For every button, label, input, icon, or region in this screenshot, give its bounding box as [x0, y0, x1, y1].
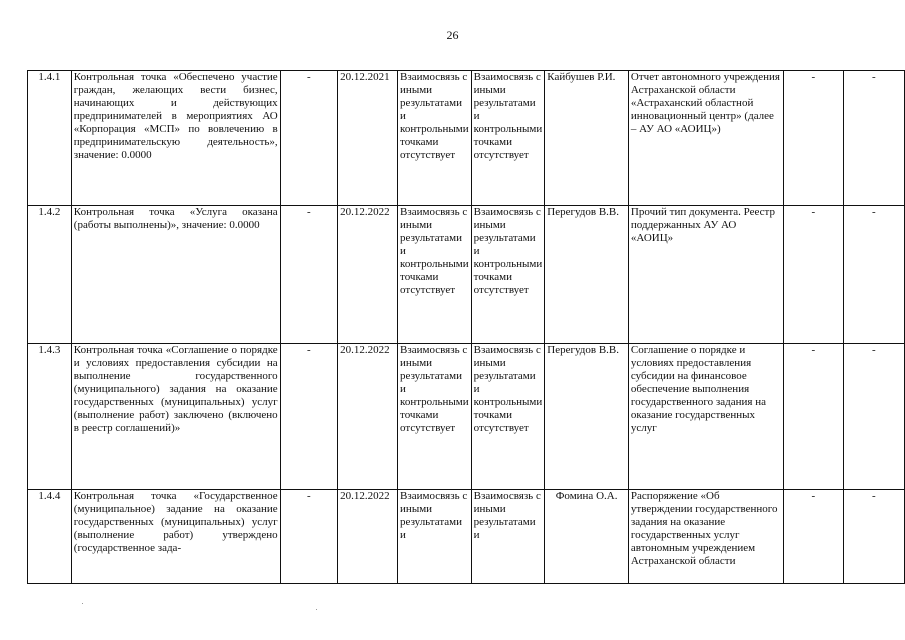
info-system-cell: -: [784, 206, 843, 344]
confirming-document: Прочий тип документа. Реестр поддержанных АУ АО «АОИЦ»: [628, 206, 783, 344]
page-number: 26: [446, 28, 459, 42]
base-value-cell: -: [280, 206, 337, 344]
successor-link-cell: Взаимосвязь с иными результатами и: [471, 490, 545, 584]
row-number: 1.4.4: [28, 490, 72, 584]
extra-cell: -: [843, 490, 904, 584]
control-point-name: Контрольная точка «Услуга оказана (работы выполнены)», значение: 0.0000: [71, 206, 280, 344]
predecessor-link-cell: Взаимосвязь с иными результатами и контрольными точками отсутствует: [398, 344, 472, 490]
successor-link-cell: Взаимосвязь с иными результатами и контрольными точками отсутствует: [471, 344, 545, 490]
responsible-person: Перегудов В.В.: [545, 344, 629, 490]
responsible-person: Фомина О.А.: [545, 490, 629, 584]
responsible-person: Кайбушев Р.И.: [545, 71, 629, 206]
control-point-name: Контрольная точка «Государственное (муниципальное) задание на оказание государственных (муниципальных) услуг (выполнение работ) утверждено (государственное зада-: [71, 490, 280, 584]
extra-cell: -: [843, 71, 904, 206]
deadline-date: 20.12.2022: [338, 344, 398, 490]
table-row: [28, 490, 905, 584]
extra-cell: -: [843, 344, 904, 490]
base-value-cell: -: [280, 71, 337, 206]
base-value-cell: -: [280, 490, 337, 584]
info-system-cell: -: [784, 344, 843, 490]
table-row: [28, 344, 905, 490]
info-system-cell: -: [784, 71, 843, 206]
info-system-cell: -: [784, 490, 843, 584]
responsible-person: Перегудов В.В.: [545, 206, 629, 344]
deadline-date: 20.12.2022: [338, 490, 398, 584]
base-value-cell: -: [280, 344, 337, 490]
deadline-date: 20.12.2022: [338, 206, 398, 344]
predecessor-link-cell: Взаимосвязь с иными результатами и: [398, 490, 472, 584]
scan-speck: [316, 609, 317, 610]
table-row: [28, 206, 905, 344]
confirming-document: Распоряжение «Об утверждении государственного задания на оказание государственных услуг автономным учреждением Астраханской области: [628, 490, 783, 584]
predecessor-link-cell: Взаимосвязь с иными результатами и контрольными точками отсутствует: [398, 71, 472, 206]
successor-link-cell: Взаимосвязь с иными результатами и контрольными точками отсутствует: [471, 206, 545, 344]
table-row: [28, 71, 905, 206]
predecessor-link-cell: Взаимосвязь с иными результатами и контрольными точками отсутствует: [398, 206, 472, 344]
confirming-document: Отчет автономного учреждения Астраханской области «Астраханский областной инновационный центр» (далее – АУ АО «АОИЦ»): [628, 71, 783, 206]
successor-link-cell: Взаимосвязь с иными результатами и контрольными точками отсутствует: [471, 71, 545, 206]
extra-cell: -: [843, 206, 904, 344]
row-number: 1.4.2: [28, 206, 72, 344]
confirming-document: Соглашение о порядке и условиях предоставления субсидии на финансовое обеспечение выполнения государственного задания на оказание государственных услуг: [628, 344, 783, 490]
deadline-date: 20.12.2021: [338, 71, 398, 206]
scan-speck: [82, 603, 83, 604]
control-point-name: Контрольная точка «Обеспечено участие граждан, желающих вести бизнес, начинающих и действующих предпринимателей в мероприятиях АО «Корпорация «МСП» по вовлечению в предпринимательскую деятельность», значение: 0.0000: [71, 71, 280, 206]
row-number: 1.4.1: [28, 71, 72, 206]
row-number: 1.4.3: [28, 344, 72, 490]
control-points-table: [27, 70, 905, 584]
control-point-name: Контрольная точка «Соглашение о порядке и условиях предоставления субсидии на выполнение государственного (муниципального) задания на оказание государственных (муниципальных) услуг (выполнение работ) заключено (включено в реестр соглашений)»: [71, 344, 280, 490]
